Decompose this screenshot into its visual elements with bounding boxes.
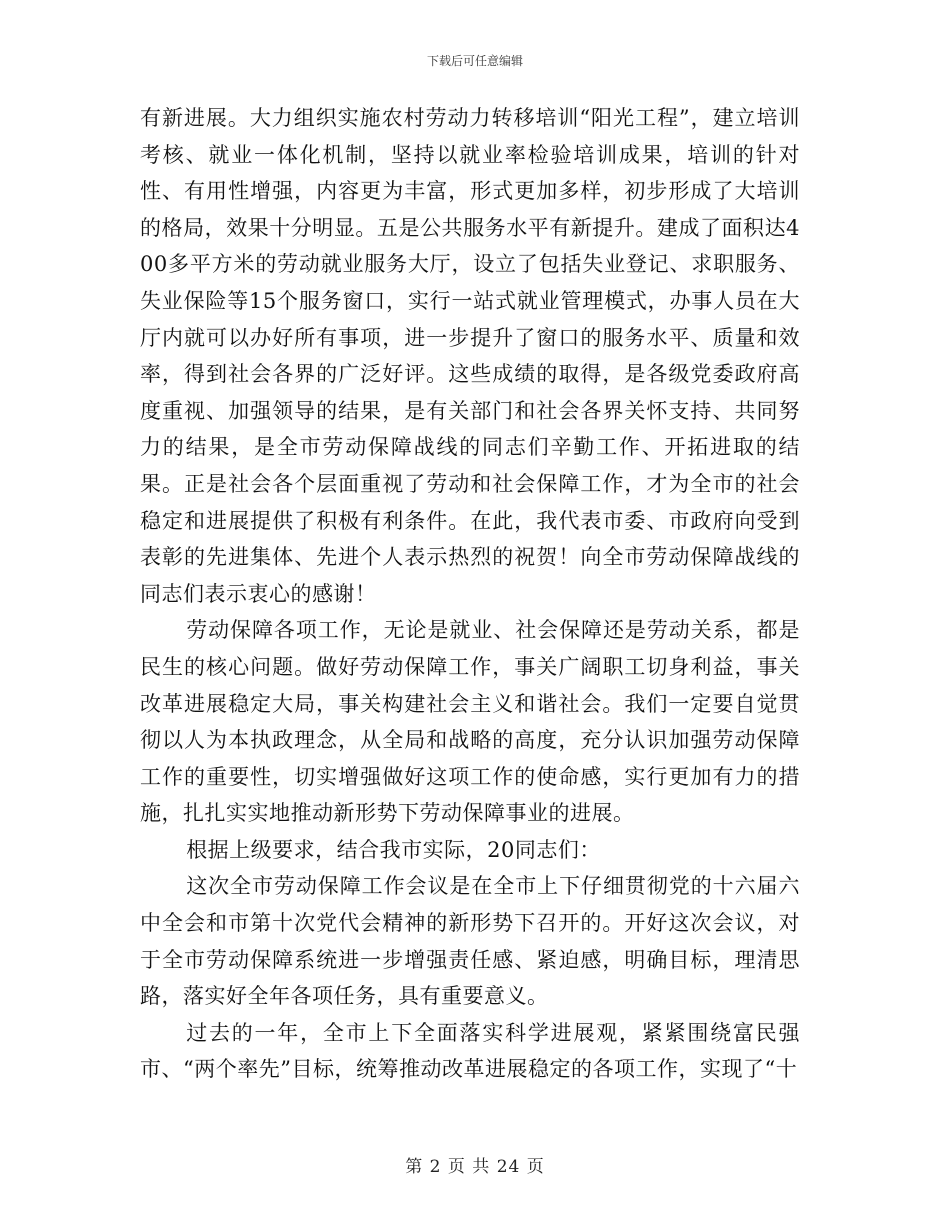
paragraph-5: 过去的一年，全市上下全面落实科学进展观，紧紧围绕富民强市、“两个率先”目标，统筹推动改革进展稳定的各项工作，实现了“十: [140, 1020, 800, 1082]
paragraph-1: 有新进展。大力组织实施农村劳动力转移培训“阳光工程”，建立培训考核、就业一体化机制，坚持以就业率检验培训成果，培训的针对性、有用性增强，内容更为丰富，形式更加多样，初步形成了大培训的格局，效果十分明显。五是公共服务水平有新提升。建成了面积达400多平方米的劳动就业服务大厅，设立了包括失业登记、求职服务、失业保险等15个服务窗口，实行一站式就业管理模式，办事人员在大厅内就可以办好所有事项，进一步提升了窗口的服务水平、质量和效率，得到社会各界的广泛好评。这些成绩的取得，是各级党委政府高度重视、加强领导的结果，是有关部门和社会各界关怀支持、共同努力的结果，是全市劳动保障战线的同志们辛勤工作、开拓进取的结果。正是社会各个层面重视了劳动和社会保障工作，才为全市的社会稳定和进展提供了积极有利条件。在此，我代表市委、市政府向受到表彰的先进集体、先进个人表示热烈的祝贺！向全市劳动保障战线的同志们表示衷心的感谢！: [140, 106, 800, 606]
paragraph-4: 这次全市劳动保障工作会议是在全市上下仔细贯彻党的十六届六中全会和市第十次党代会精神的新形势下召开的。开好这次会议，对于全市劳动保障系统进一步增强责任感、紧迫感，明确目标，理清思路，落实好全年各项任务，具有重要意义。: [140, 874, 800, 1009]
header-note: 下载后可任意编辑: [426, 54, 523, 68]
paragraph-3: 根据上级要求，结合我市实际，20同志们：: [186, 837, 601, 862]
paragraph-2: 劳动保障各项工作，无论是就业、社会保障还是劳动关系，都是民生的核心问题。做好劳动保障工作，事关广阔职工切身利益，事关改革进展稳定大局，事关构建社会主义和谐社会。我们一定要自觉贯彻以人为本执政理念，从全局和战略的高度，充分认识加强劳动保障工作的重要性，切实增强做好这项工作的使命感，实行更加有力的措施，扎扎实实地推动新形势下劳动保障事业的进展。: [140, 618, 800, 826]
page-number-footer: 第 2 页 共 24 页: [405, 1157, 545, 1177]
document-body: [140, 100, 800, 1088]
